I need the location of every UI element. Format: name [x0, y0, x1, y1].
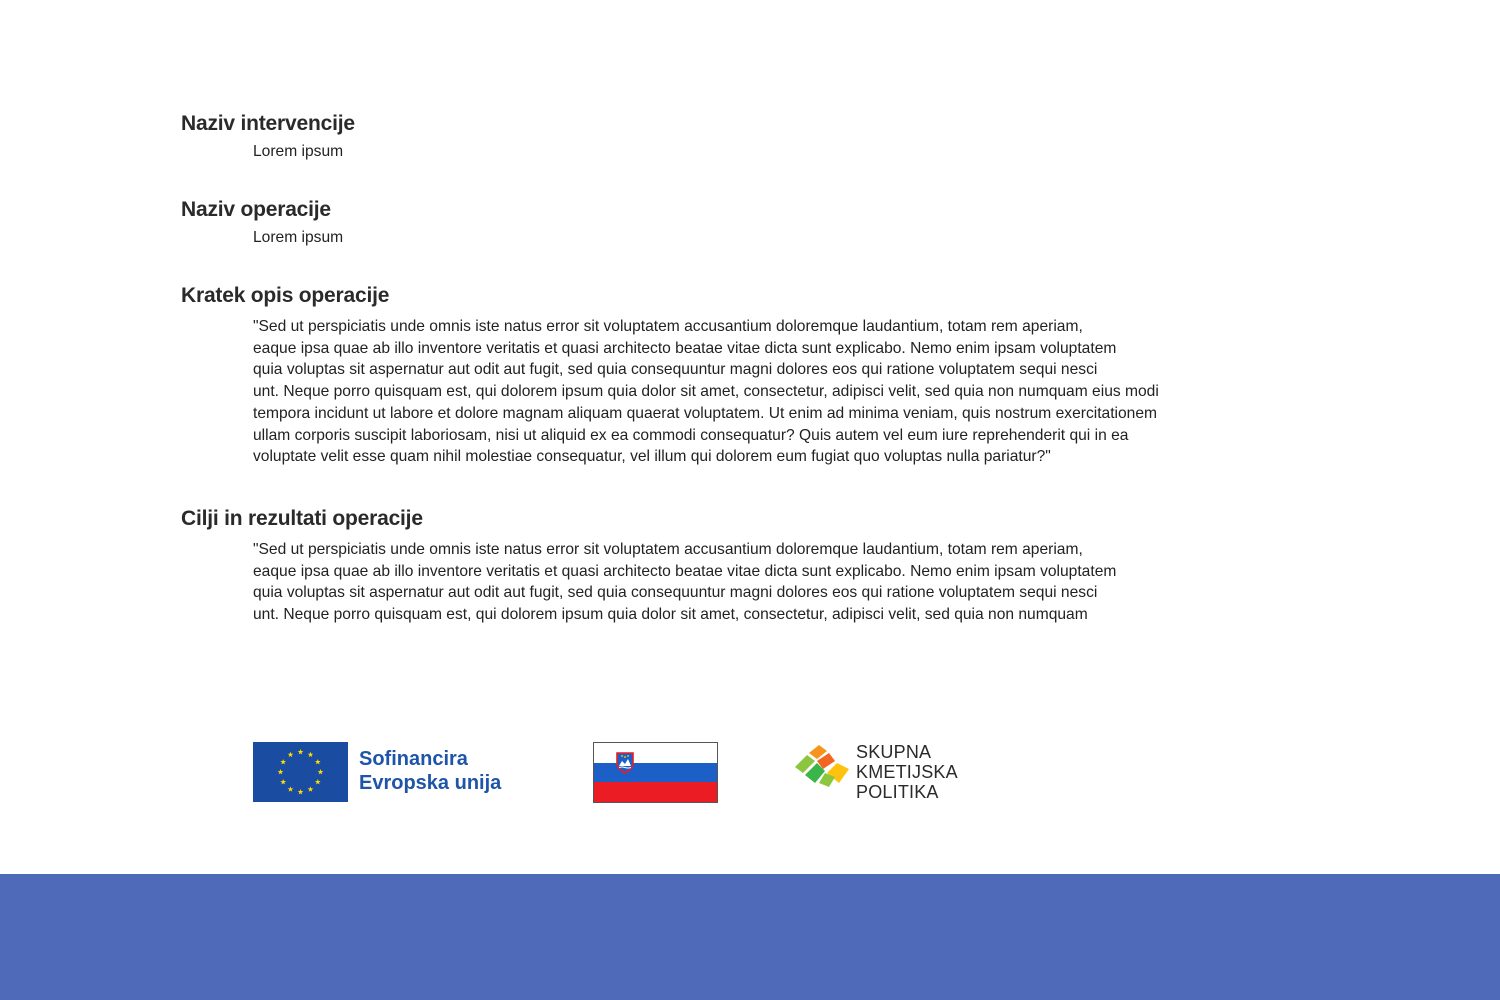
- eu-star-icon: [308, 786, 314, 791]
- skp-logo: [793, 741, 973, 803]
- section-heading: Cilji in rezultati operacije: [181, 507, 423, 530]
- eu-star-icon: [298, 749, 304, 754]
- eu-star-icon: [308, 752, 314, 757]
- slovenia-coat-of-arms-icon: [616, 752, 634, 774]
- eu-star-icon: [315, 779, 321, 784]
- section-heading: Naziv intervencije: [181, 112, 355, 135]
- eu-star-icon: [288, 786, 294, 791]
- funding-logos: [253, 741, 973, 803]
- section-heading: Kratek opis operacije: [181, 284, 390, 307]
- section-cilji-rezultati: [181, 506, 1281, 626]
- section-text: "Sed ut perspiciatis unde omnis iste natus error sit voluptatem accusantium doloremque laudantium, totam rem aperiam, eaque ipsa quae ab illo inventore veritatis et quasi architecto beatae vitae dicta sunt explicabo. Nemo enim ipsam voluptatem quia voluptas sit aspernatur aut odit aut fugit, sed quia consequuntur magni dolores eos qui ratione voluptatem sequi nesci unt. Neque porro quisquam est, qui dolorem ipsum quia dolor sit amet, consectetur, adipisci velit, sed quia non numquam: [253, 541, 1117, 624]
- eu-star-icon: [315, 759, 321, 764]
- eu-star-icon: [288, 752, 294, 757]
- eu-star-icon: [298, 789, 304, 794]
- section-text: Lorem ipsum: [253, 229, 344, 246]
- section-text: Lorem ipsum: [253, 143, 344, 160]
- section-text: "Sed ut perspiciatis unde omnis iste natus error sit voluptatem accusantium doloremque laudantium, totam rem aperiam, eaque ipsa quae ab illo inventore veritatis et quasi architecto beatae vitae dicta sunt explicabo. Nemo enim ipsam voluptatem quia voluptas sit aspernatur aut odit aut fugit, sed quia consequuntur magni dolores eos qui ratione voluptatem sequi nesci unt. Neque porro quisquam est, qui dolorem ipsum quia dolor sit amet, consectetur, adipisci velit, sed quia non numquam eius modi tempora incidunt ut labore et dolore magnam aliquam quaerat voluptatem. Ut enim ad minima veniam, quis nostrum exercitationem ullam corporis suscipit laboriosam, nisi ut aliquid ex ea commodi consequatur? Quis autem vel eum iure reprehenderit qui in ea voluptate velit esse quam nihil molestiae consequatur, vel illum qui dolorem eum fugiat quo voluptas nulla pariatur?": [253, 318, 1159, 466]
- eu-cofunded-text: Sofinancira Evropska unija: [359, 748, 502, 794]
- section-heading: Naziv operacije: [181, 198, 331, 221]
- section-kratek-opis: [181, 283, 1281, 468]
- eu-star-icon: [280, 759, 286, 764]
- skp-text: SKUPNA KMETIJSKA POLITIKA: [856, 742, 958, 802]
- eu-flag-icon: [253, 742, 348, 802]
- skp-fields-icon: [793, 745, 851, 787]
- eu-stars-icon: [253, 742, 348, 802]
- eu-star-icon: [280, 779, 286, 784]
- eu-star-icon: [318, 769, 324, 774]
- slovenia-flag-icon: [593, 742, 718, 803]
- section-naziv-intervencije: [181, 111, 1281, 163]
- footer-band: [0, 874, 1500, 1000]
- eu-star-icon: [278, 769, 284, 774]
- eu-cofunded-logo: [253, 741, 523, 803]
- section-naziv-operacije: [181, 197, 1281, 249]
